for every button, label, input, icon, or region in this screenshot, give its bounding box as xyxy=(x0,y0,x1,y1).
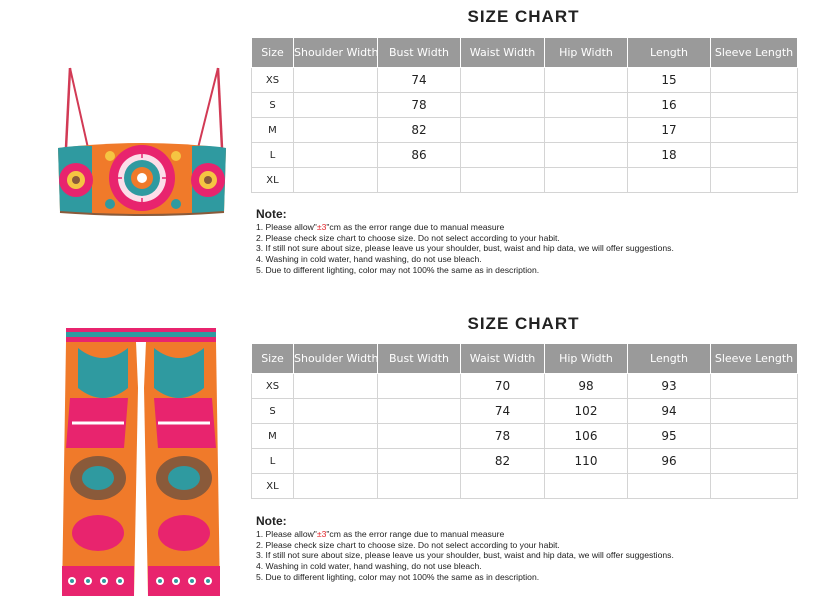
table-cell xyxy=(294,68,378,93)
table-cell xyxy=(545,118,628,143)
table-cell xyxy=(294,449,378,474)
size-cell: S xyxy=(252,93,294,118)
table-cell xyxy=(711,399,798,424)
table-row xyxy=(252,474,798,499)
header-waist-width: Waist Width xyxy=(461,344,545,374)
size-cell: XL xyxy=(252,168,294,193)
note-line-1 xyxy=(256,529,796,540)
table-cell xyxy=(294,168,378,193)
table-cell xyxy=(545,474,628,499)
header-size: Size xyxy=(252,38,294,68)
table-cell: 98 xyxy=(545,374,628,399)
bottom-size-table xyxy=(251,343,798,499)
note-line-1-end: "cm as the error range due to manual measure xyxy=(326,222,505,232)
header-bust-width: Bust Width xyxy=(378,38,461,68)
table-cell xyxy=(294,474,378,499)
table-row xyxy=(252,449,798,474)
table-cell xyxy=(294,399,378,424)
table-cell xyxy=(461,118,545,143)
note-line-3: 3. If still not sure about size, please leave us your shoulder, bust, waist and hip data, we will offer suggestions. xyxy=(256,550,674,561)
table-cell: 17 xyxy=(628,118,711,143)
table-cell: 86 xyxy=(378,143,461,168)
note-line-4: 4. Washing in cold water, hand washing, do not use bleach. xyxy=(256,561,482,572)
table-cell: 15 xyxy=(628,68,711,93)
table-cell: 78 xyxy=(461,424,545,449)
header-sleeve-length: Sleeve Length xyxy=(711,38,798,68)
table-cell xyxy=(294,424,378,449)
header-length: Length xyxy=(628,344,711,374)
table-cell xyxy=(378,399,461,424)
table-cell: 96 xyxy=(628,449,711,474)
note-line-1-start: 1. Please allow" xyxy=(256,529,317,539)
table-cell xyxy=(711,374,798,399)
table-cell: 74 xyxy=(378,68,461,93)
header-waist-width: Waist Width xyxy=(461,38,545,68)
size-note xyxy=(256,207,796,276)
table-cell: 82 xyxy=(461,449,545,474)
crop-top-product-image xyxy=(48,62,228,222)
table-header-row xyxy=(252,38,798,68)
wide-leg-pants-product-image xyxy=(58,328,224,598)
size-cell: XS xyxy=(252,68,294,93)
note-line-1-end: "cm as the error range due to manual measure xyxy=(326,529,505,539)
table-cell xyxy=(461,168,545,193)
table-cell: 93 xyxy=(628,374,711,399)
table-cell: 94 xyxy=(628,399,711,424)
table-cell xyxy=(294,93,378,118)
table-cell xyxy=(461,474,545,499)
table-cell xyxy=(545,168,628,193)
table-cell xyxy=(545,93,628,118)
table-row xyxy=(252,118,798,143)
size-cell: XS xyxy=(252,374,294,399)
table-cell: 102 xyxy=(545,399,628,424)
table-cell xyxy=(378,168,461,193)
table-header-row xyxy=(252,344,798,374)
table-cell xyxy=(545,143,628,168)
top-size-table xyxy=(251,37,798,193)
size-cell: XL xyxy=(252,474,294,499)
header-shoulder-width: Shoulder Width xyxy=(294,38,378,68)
table-cell: 82 xyxy=(378,118,461,143)
table-row xyxy=(252,424,798,449)
table-cell xyxy=(545,68,628,93)
note-line-2: 2. Please check size chart to choose size. Do not select according to your habit. xyxy=(256,539,560,550)
size-chart-title: SIZE CHART xyxy=(467,7,580,26)
table-cell: 78 xyxy=(378,93,461,118)
table-cell xyxy=(628,168,711,193)
size-cell: M xyxy=(252,424,294,449)
table-row xyxy=(252,93,798,118)
table-row xyxy=(252,399,798,424)
table-cell xyxy=(711,424,798,449)
size-note xyxy=(256,514,796,583)
note-line-5: 5. Due to different lighting, color may not 100% the same as in description. xyxy=(256,264,540,275)
table-cell xyxy=(711,118,798,143)
table-cell xyxy=(461,93,545,118)
error-range-value: ±3 xyxy=(316,529,327,539)
table-cell xyxy=(711,143,798,168)
table-cell xyxy=(711,68,798,93)
header-length: Length xyxy=(628,38,711,68)
table-cell xyxy=(628,474,711,499)
table-row xyxy=(252,374,798,399)
table-cell xyxy=(378,374,461,399)
table-cell: 16 xyxy=(628,93,711,118)
size-cell: M xyxy=(252,118,294,143)
size-cell: L xyxy=(252,449,294,474)
table-cell xyxy=(711,93,798,118)
table-cell: 110 xyxy=(545,449,628,474)
bottom-size-chart-section xyxy=(0,306,828,590)
size-cell: S xyxy=(252,399,294,424)
table-cell xyxy=(711,168,798,193)
note-heading: Note: xyxy=(256,514,287,528)
table-row xyxy=(252,68,798,93)
table-cell xyxy=(711,474,798,499)
table-row xyxy=(252,168,798,193)
table-cell xyxy=(378,424,461,449)
error-range-value: ±3 xyxy=(316,222,327,232)
table-cell xyxy=(294,118,378,143)
note-heading: Note: xyxy=(256,207,287,221)
note-line-4: 4. Washing in cold water, hand washing, do not use bleach. xyxy=(256,254,482,265)
table-cell xyxy=(294,143,378,168)
table-cell: 18 xyxy=(628,143,711,168)
header-hip-width: Hip Width xyxy=(545,38,628,68)
table-cell: 70 xyxy=(461,374,545,399)
note-line-3: 3. If still not sure about size, please leave us your shoulder, bust, waist and hip data, we will offer suggestions. xyxy=(256,243,674,254)
table-cell xyxy=(461,143,545,168)
size-chart-title: SIZE CHART xyxy=(467,314,580,333)
table-cell xyxy=(378,474,461,499)
header-bust-width: Bust Width xyxy=(378,344,461,374)
table-cell: 74 xyxy=(461,399,545,424)
table-cell xyxy=(461,68,545,93)
note-line-2: 2. Please check size chart to choose size. Do not select according to your habit. xyxy=(256,232,560,243)
top-size-chart-section xyxy=(0,0,828,290)
table-cell xyxy=(294,374,378,399)
note-line-5: 5. Due to different lighting, color may not 100% the same as in description. xyxy=(256,571,540,582)
note-line-1 xyxy=(256,222,796,233)
table-row xyxy=(252,143,798,168)
note-line-1-start: 1. Please allow" xyxy=(256,222,317,232)
table-cell xyxy=(378,449,461,474)
header-size: Size xyxy=(252,344,294,374)
size-cell: L xyxy=(252,143,294,168)
header-sleeve-length: Sleeve Length xyxy=(711,344,798,374)
table-cell xyxy=(711,449,798,474)
header-shoulder-width: Shoulder Width xyxy=(294,344,378,374)
table-cell: 106 xyxy=(545,424,628,449)
table-cell: 95 xyxy=(628,424,711,449)
header-hip-width: Hip Width xyxy=(545,344,628,374)
